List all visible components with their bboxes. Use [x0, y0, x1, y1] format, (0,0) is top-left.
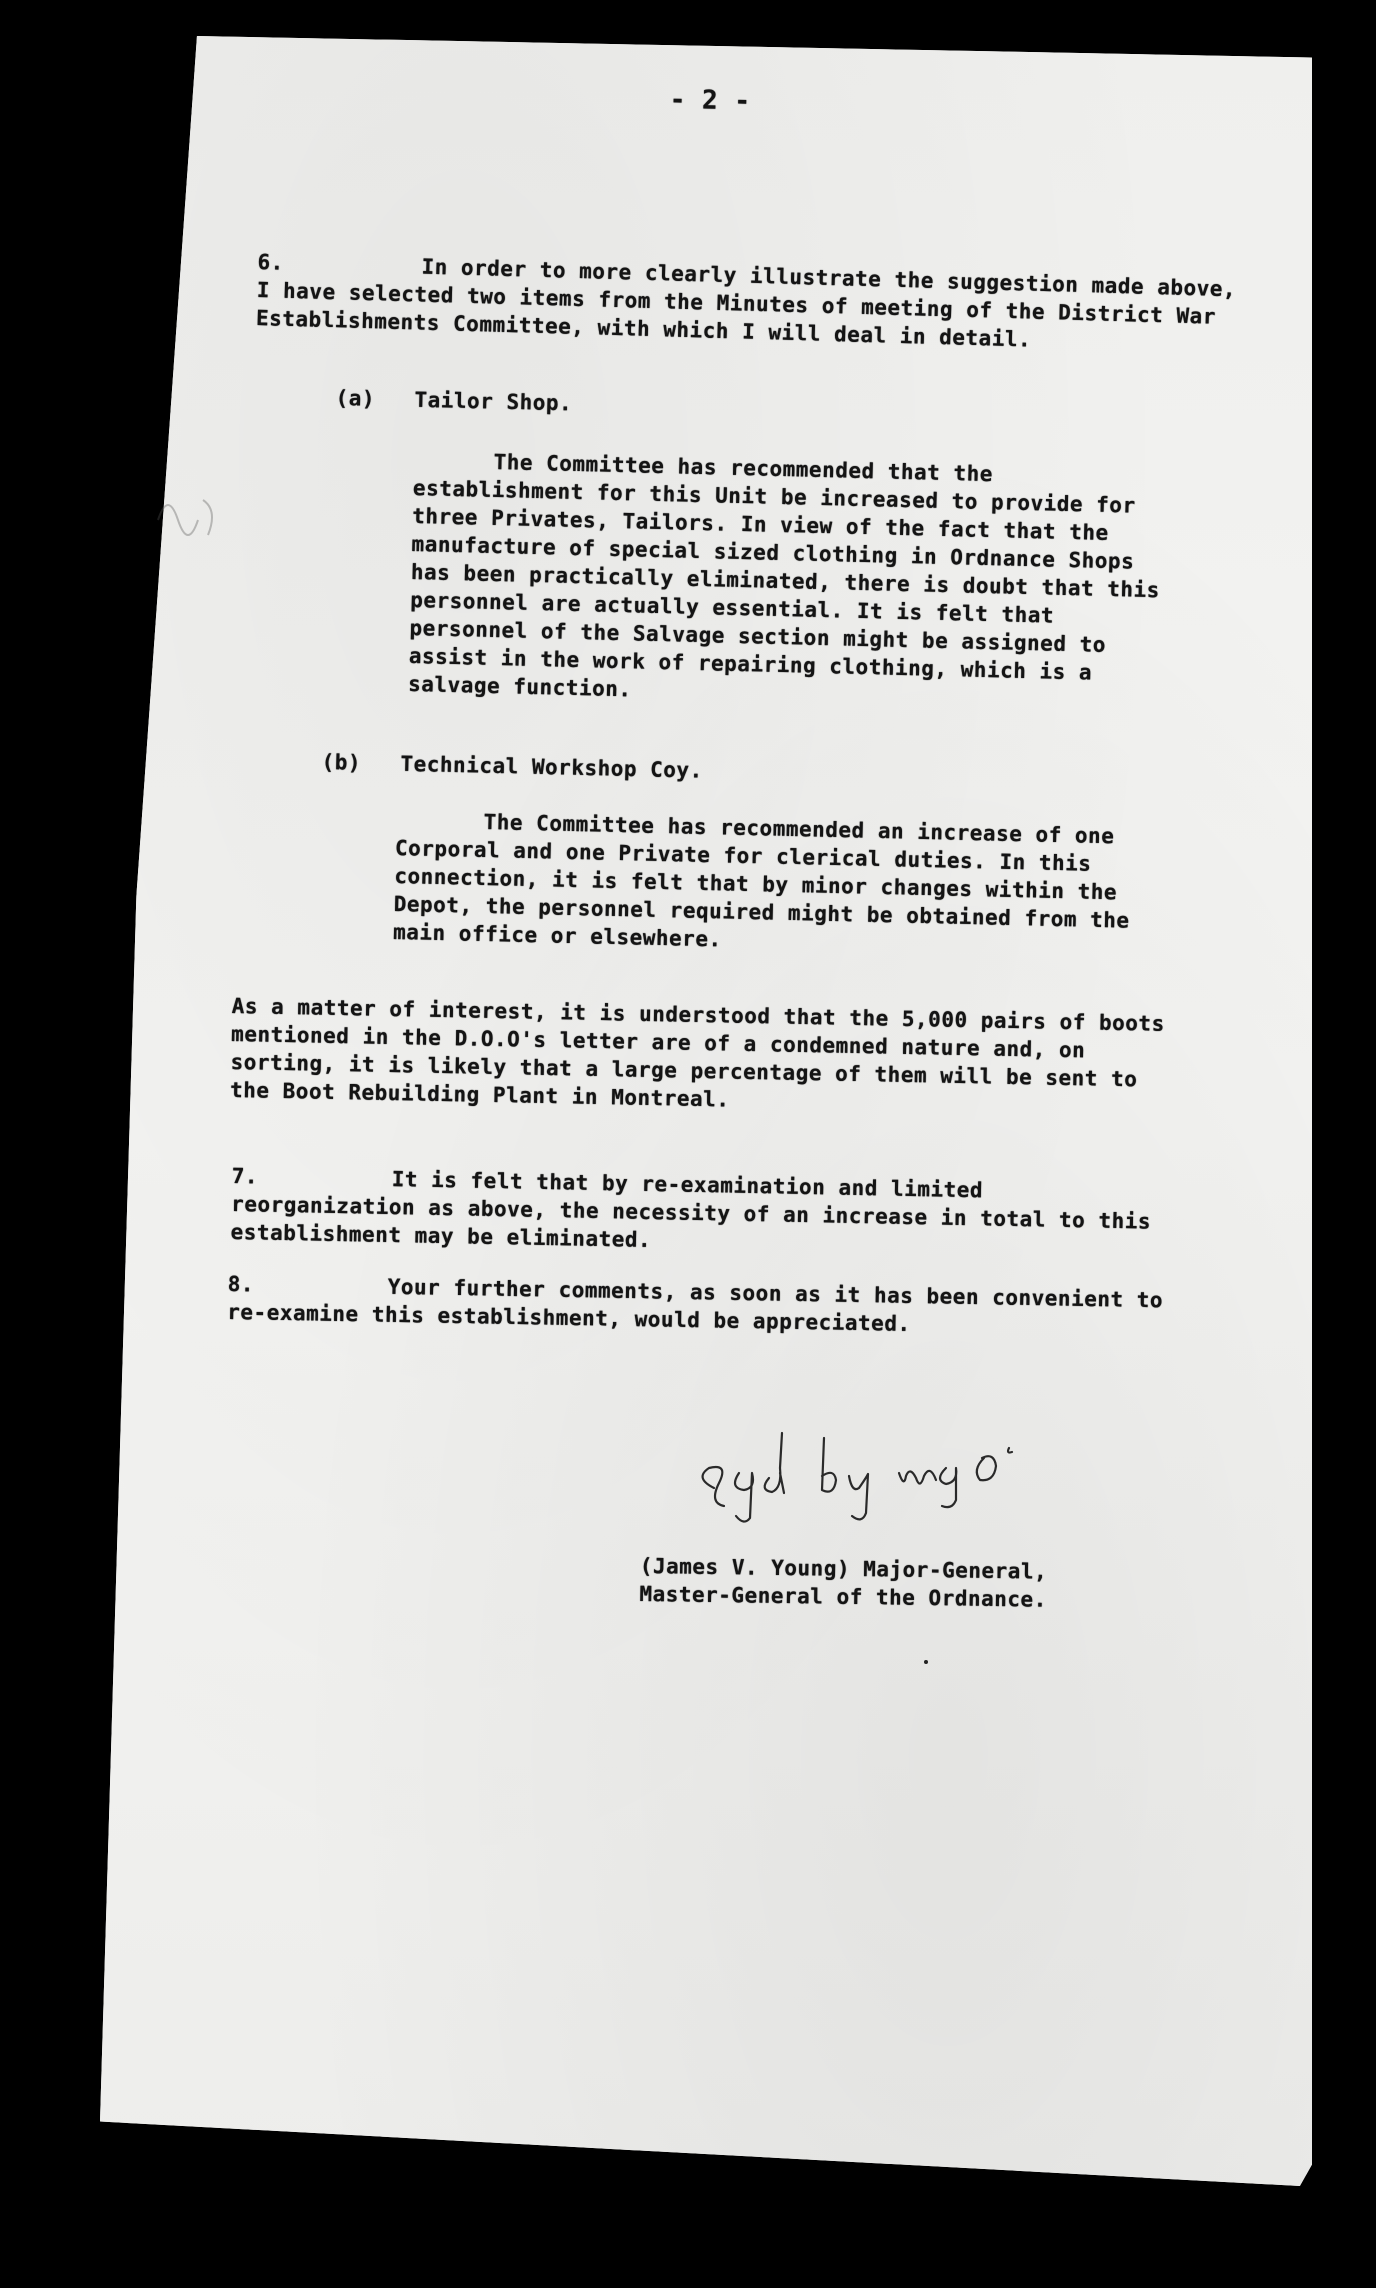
paragraph-6-text: In order to more clearly illustrate the suggestion made above, I have selected two items from the Minutes of meeting of the District War Establishments Committee, with which I will deal in detail.	[255, 254, 1250, 352]
paragraph-7-number: 7.	[231, 1163, 259, 1189]
handwritten-signature	[684, 1418, 1104, 1528]
ink-speck	[924, 1660, 928, 1664]
paragraph-8-number: 8.	[227, 1271, 255, 1297]
item-a-label: (a)	[335, 385, 376, 411]
paragraph-8-text: Your further comments, as soon as it has been convenient to re-examine this establishment, would be appreciated.	[227, 1274, 1177, 1336]
faint-pencil-mark	[148, 480, 228, 550]
item-b-body: The Committee has recommended an increase of one Corporal and one Private for clerical duties. In this connection, it is felt that by minor changes within the Depot, the personnel required might be obtained from the main office or elsewhere.	[392, 809, 1144, 952]
item-b-title: Technical Workshop Coy.	[400, 751, 704, 783]
interest-paragraph: As a matter of interest, it is understood that the 5,000 pairs of boots mentioned in the D.O.O's letter are of a condemned nature and, on sorting, it is likely that a large percentage of them will be sent to the Boot Rebuilding Plant in Montreal.	[229, 993, 1179, 1112]
item-b-label: (b)	[321, 749, 362, 775]
page-number: - 2 -	[669, 85, 751, 117]
signoff-title: Master-General of the Ordnance.	[639, 1581, 1047, 1612]
paragraph-6-number: 6.	[257, 249, 285, 275]
signoff-name-rank: (James V. Young) Major-General,	[639, 1553, 1048, 1584]
item-a-body: The Committee has recommended that the establishment for this Unit be increased to provide for three Privates, Tailors. In view of the fact that the manufacture of special sized clothing in Ordnance Shops has been practically eliminated, there is doubt that this personnel are actually essential. It is felt that personnel of the Salvage section might be assigned to assist in the work of repairing clothing, which is a salvage function.	[407, 449, 1174, 702]
paragraph-7-text: It is felt that by re-examination and limited reorganization as above, the necessity of an increase in total to this establishment may be eliminated.	[230, 1167, 1165, 1253]
signoff-block	[639, 1552, 1340, 1618]
item-a-heading	[335, 384, 572, 417]
signature-text: Sgd by MGO	[684, 1418, 690, 1419]
item-a-title: Tailor Shop.	[414, 387, 573, 416]
